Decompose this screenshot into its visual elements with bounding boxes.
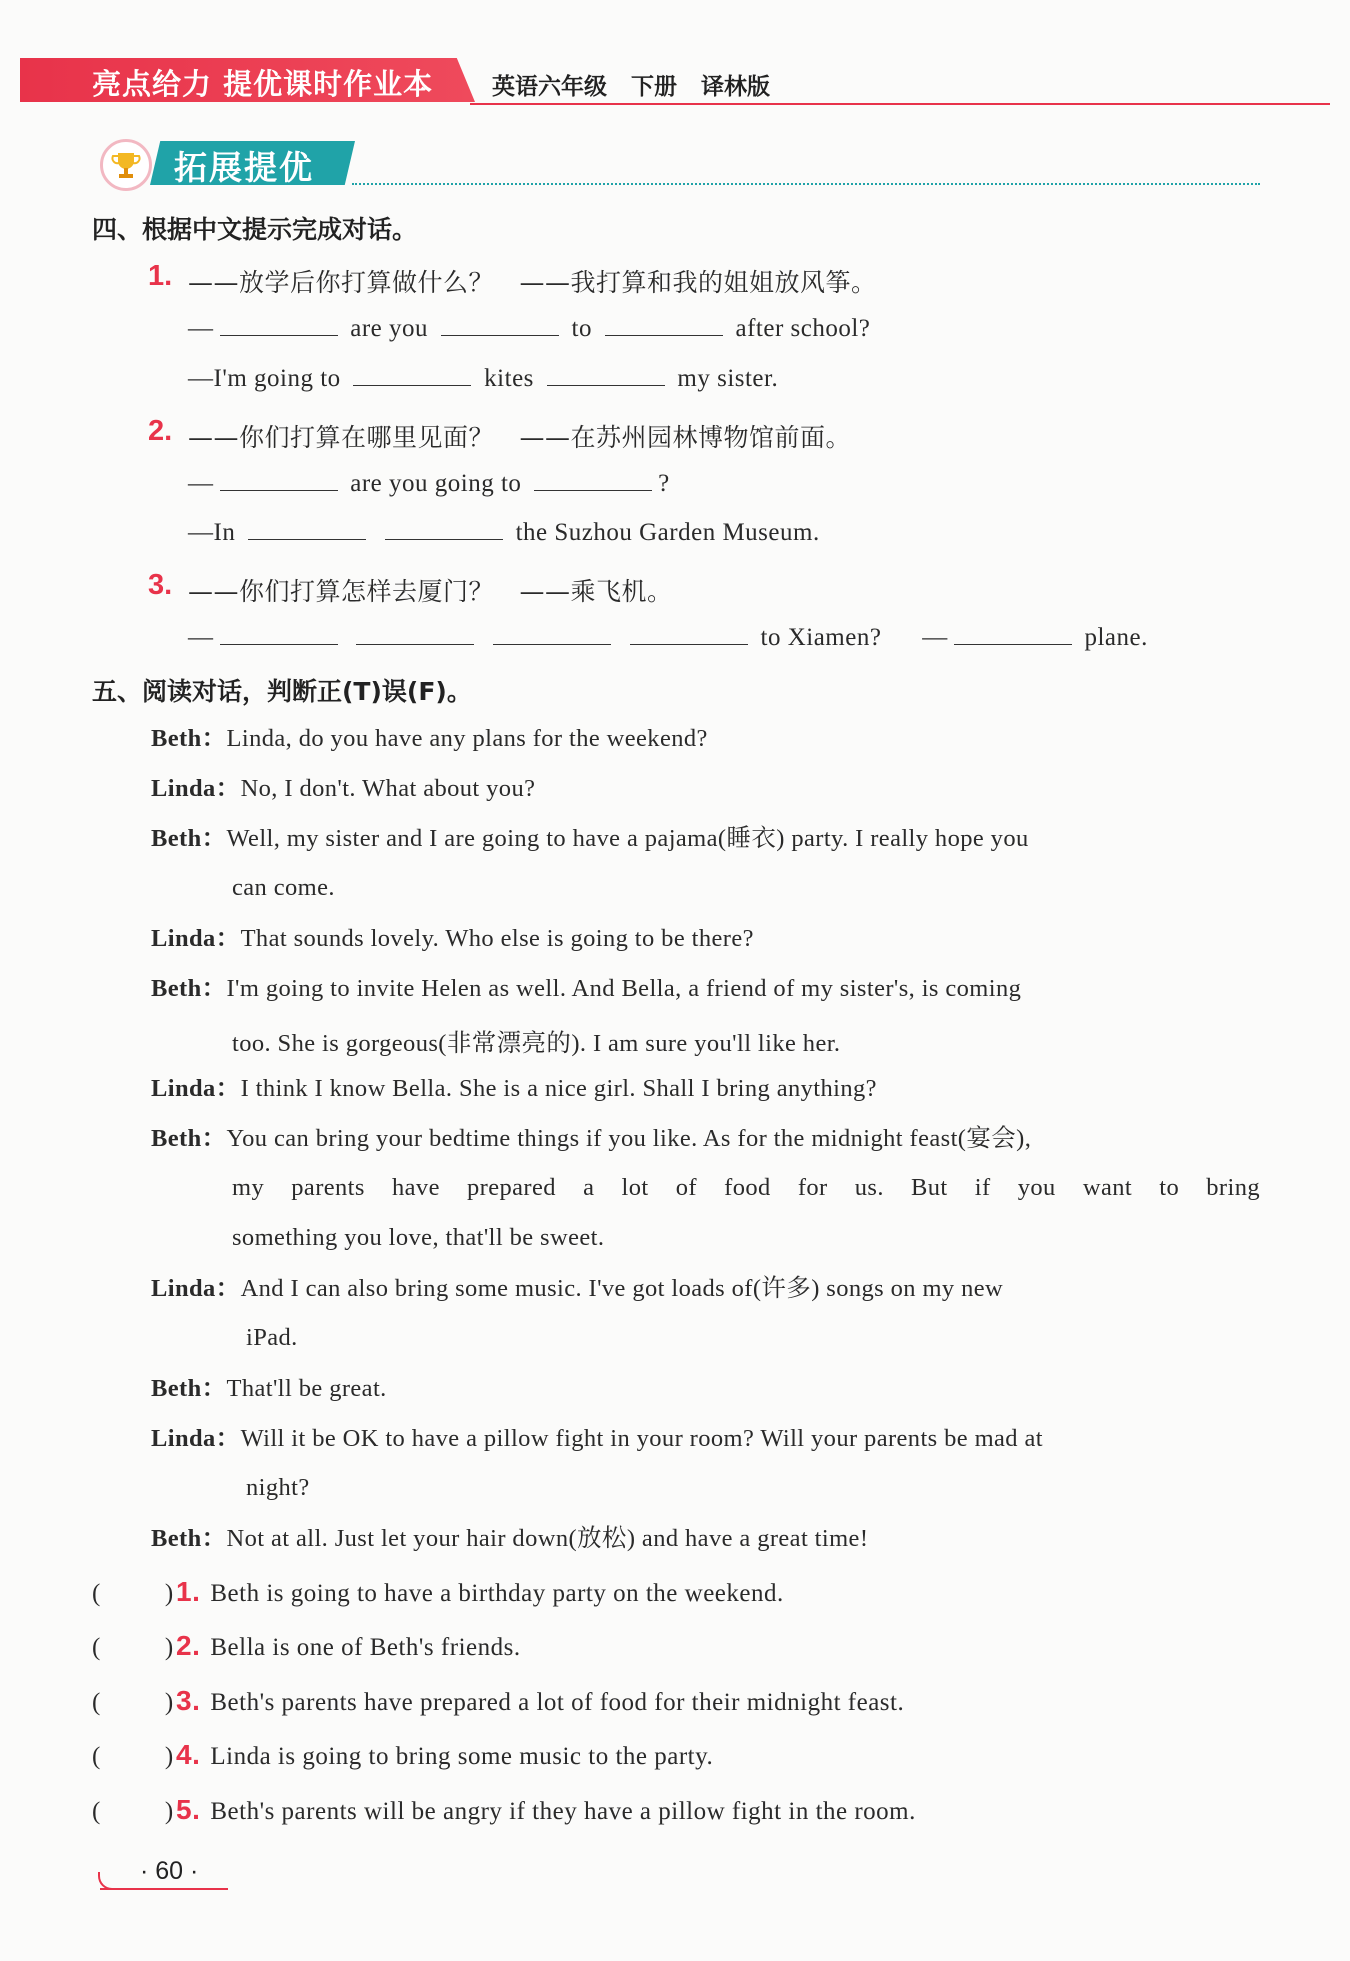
speaker-beth: Beth：	[151, 1375, 227, 1402]
blank[interactable]	[220, 469, 338, 491]
dialogue-text: I think I know Bella. She is a nice girl. Shall I bring anything?	[240, 1075, 877, 1102]
tf-item-2	[92, 1630, 521, 1662]
tf-number: 4.	[176, 1739, 201, 1770]
dialogue-text: Well, my sister and I are going to have a pajama(睡衣) party. I really hope you	[226, 825, 1029, 852]
tf-number: 1.	[176, 1576, 201, 1607]
q1-text-a1: are you	[350, 315, 429, 342]
tf-number: 3.	[176, 1685, 201, 1716]
blank[interactable]	[356, 623, 474, 645]
dotted-rule	[352, 183, 1260, 185]
q3-text-a2: plane.	[1084, 624, 1148, 651]
blank[interactable]	[954, 623, 1072, 645]
dialogue-line	[151, 1124, 1031, 1153]
q2-line-b	[188, 518, 820, 547]
dialogue-text: Linda, do you have any plans for the weekend?	[226, 725, 708, 752]
dialogue-text: You can bring your bedtime things if you like. As for the midnight feast(宴会),	[226, 1125, 1032, 1152]
dialogue-text: That'll be great.	[226, 1375, 387, 1402]
dialogue-continuation: iPad.	[246, 1324, 298, 1351]
tf-text: Linda is going to bring some music to the party.	[210, 1743, 714, 1770]
dialogue-text: And I can also bring some music. I've got loads of(许多) songs on my new	[240, 1275, 1004, 1302]
blank[interactable]	[220, 623, 338, 645]
tf-text: Beth is going to have a birthday party on the weekend.	[210, 1580, 784, 1607]
dialogue-line	[151, 1524, 868, 1553]
q1-text-b1: kites	[484, 365, 534, 392]
blank[interactable]	[220, 314, 338, 336]
tf-text: Beth's parents will be angry if they have a pillow fight in the room.	[210, 1798, 916, 1825]
q1-text-a3: after school?	[735, 315, 871, 342]
q2-text-a1: are you going to	[350, 470, 522, 497]
tf-item-1	[92, 1576, 784, 1608]
speaker-beth: Beth：	[151, 725, 227, 752]
dialogue-line	[151, 1074, 877, 1103]
q1-line-b	[188, 364, 778, 393]
q1-chinese: ——放学后你打算做什么？ ——我打算和我的姐姐放风筝。	[188, 268, 877, 297]
blank[interactable]	[493, 623, 611, 645]
q2-text-b-pre: —In	[188, 519, 236, 546]
q1-line-a: — are you to after school?	[188, 315, 871, 342]
page-number-rule	[100, 1888, 228, 1890]
section5-title: 五、阅读对话，判断正(T)误(F)。	[92, 677, 472, 706]
dialogue-line	[151, 974, 1021, 1003]
answer-paren[interactable]: ( )	[92, 1689, 174, 1716]
tf-text: Beth's parents have prepared a lot of food for their midnight feast.	[210, 1689, 905, 1716]
q1-number: 1.	[148, 260, 173, 292]
dialogue-continuation: can come.	[232, 874, 335, 901]
dialogue-line	[151, 774, 535, 803]
blank[interactable]	[385, 518, 503, 540]
q2-chinese: ——你们打算在哪里见面？ ——在苏州园林博物馆前面。	[188, 423, 852, 452]
blank[interactable]	[630, 623, 748, 645]
dialogue-text: That sounds lovely. Who else is going to be there?	[240, 925, 754, 952]
q3-chinese: ——你们打算怎样去厦门？ ——乘飞机。	[188, 577, 673, 606]
speaker-beth: Beth：	[151, 975, 227, 1002]
blank[interactable]	[353, 364, 471, 386]
q3-line-a: — to Xiamen? — plane.	[188, 624, 1148, 651]
dialogue-continuation: something you love, that'll be sweet.	[232, 1224, 605, 1251]
dialogue-continuation: night?	[246, 1474, 310, 1501]
q2-text-b1: the Suzhou Garden Museum.	[515, 519, 820, 546]
dialogue-continuation: too. She is gorgeous(非常漂亮的). I am sure you'll like her.	[232, 1030, 841, 1057]
dialogue-continuation: my parents have prepared a lot of food for us. But if you want to bring	[232, 1174, 1260, 1201]
q1-text-b-pre: —I'm going to	[188, 365, 341, 392]
q2-number: 2.	[148, 415, 173, 447]
dialogue-line	[151, 824, 1029, 853]
q3-number: 3.	[148, 569, 173, 601]
answer-paren[interactable]: ( )	[92, 1634, 174, 1661]
header-rule	[470, 103, 1330, 105]
tf-text: Bella is one of Beth's friends.	[210, 1634, 521, 1661]
speaker-linda: Linda：	[151, 775, 241, 802]
tf-item-5	[92, 1794, 916, 1826]
dialogue-text: I'm going to invite Helen as well. And Bella, a friend of my sister's, is coming	[226, 975, 1022, 1002]
trophy-icon	[100, 139, 152, 191]
answer-paren[interactable]: ( )	[92, 1798, 174, 1825]
section4-title: 四、根据中文提示完成对话。	[92, 215, 418, 244]
answer-paren[interactable]: ( )	[92, 1743, 174, 1770]
tf-item-3	[92, 1685, 904, 1717]
header-subtitle: 英语六年级 下册 译林版	[492, 74, 771, 100]
q1-text-b2: my sister.	[677, 365, 779, 392]
tf-number: 2.	[176, 1630, 201, 1661]
dialogue-line	[151, 1424, 1043, 1453]
dialogue-text: No, I don't. What about you?	[240, 775, 536, 802]
speaker-linda: Linda：	[151, 1275, 241, 1302]
q1-text-a2: to	[571, 315, 592, 342]
page-number: · 60 ·	[140, 1857, 199, 1885]
section-badge-label: 拓展提优	[174, 148, 314, 187]
speaker-linda: Linda：	[151, 1075, 241, 1102]
tf-number: 5.	[176, 1794, 201, 1825]
q2-text-a2: ?	[658, 470, 670, 497]
dialogue-text: Will it be OK to have a pillow fight in your room? Will your parents be mad at	[240, 1425, 1043, 1452]
blank[interactable]	[248, 518, 366, 540]
blank[interactable]	[534, 469, 652, 491]
dialogue-line	[151, 1274, 1003, 1303]
speaker-linda: Linda：	[151, 1425, 241, 1452]
header-title: 亮点给力 提优课时作业本	[92, 67, 434, 101]
answer-paren[interactable]: ( )	[92, 1580, 174, 1607]
blank[interactable]	[605, 314, 723, 336]
blank[interactable]	[441, 314, 559, 336]
speaker-linda: Linda：	[151, 925, 241, 952]
speaker-beth: Beth：	[151, 825, 227, 852]
dialogue-line	[151, 924, 754, 953]
dialogue-line	[151, 724, 708, 753]
speaker-beth: Beth：	[151, 1125, 227, 1152]
dialogue-line	[151, 1374, 387, 1403]
blank[interactable]	[547, 364, 665, 386]
speaker-beth: Beth：	[151, 1525, 227, 1552]
q3-text-a1: to Xiamen?	[760, 624, 882, 651]
q2-line-a: — are you going to ?	[188, 470, 670, 497]
tf-item-4	[92, 1739, 713, 1771]
dialogue-text: Not at all. Just let your hair down(放松) and have a great time!	[226, 1525, 869, 1552]
